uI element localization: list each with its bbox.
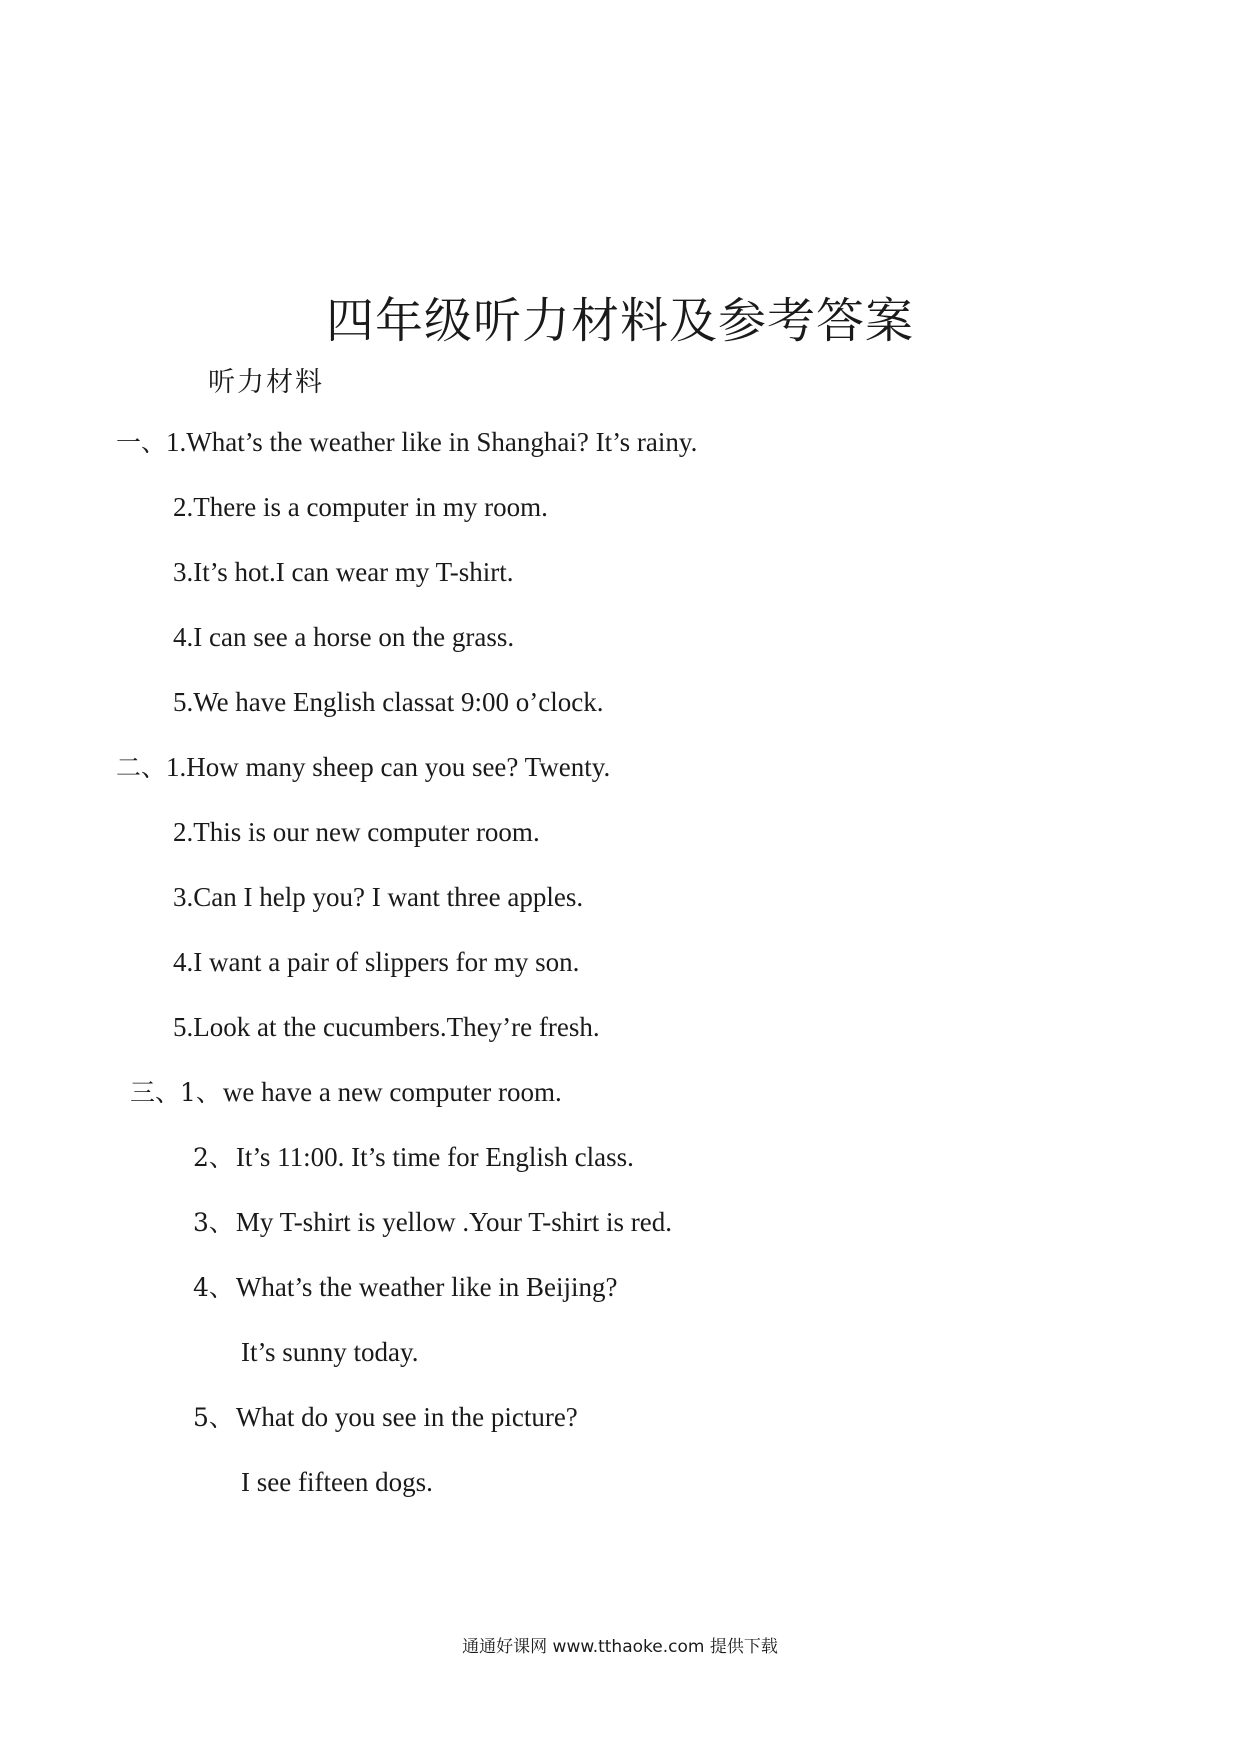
section-1-line-5: 5.We have English classat 9:00 o’clock.	[173, 687, 604, 717]
list-item-text: 1.How many sheep can you see? Twenty.	[166, 752, 611, 782]
section-2-line-3: 3.Can I help you? I want three apples.	[173, 882, 584, 912]
section-marker: 三、	[130, 1078, 181, 1107]
section-3-line-1	[130, 1074, 562, 1111]
section-heading: 听力材料	[208, 367, 324, 398]
section-1-line-4: 4.I can see a horse on the grass.	[173, 622, 515, 652]
section-marker: 二、	[116, 753, 167, 782]
section-3-line-5	[193, 1399, 578, 1436]
item-number: 3、	[193, 1208, 234, 1237]
document-title: 四年级听力材料及参考答案	[325, 293, 914, 349]
section-2-line-2: 2.This is our new computer room.	[173, 817, 540, 847]
list-item-text: My T-shirt is yellow .Your T-shirt is red.	[235, 1207, 672, 1237]
section-3-line-4	[193, 1269, 618, 1306]
section-2-line-1	[116, 749, 610, 786]
list-item-text: we have a new computer room.	[222, 1077, 562, 1107]
section-1-line-1	[116, 424, 697, 461]
item-number: 2、	[193, 1143, 234, 1172]
section-3-line-4-answer: It’s sunny today.	[241, 1337, 419, 1367]
list-item-text: 1.What’s the weather like in Shanghai? It’s rainy.	[166, 427, 698, 457]
section-2-line-5: 5.Look at the cucumbers.They’re fresh.	[173, 1012, 600, 1042]
section-1-line-3: 3.It’s hot.I can wear my T-shirt.	[173, 557, 514, 587]
item-number: 5、	[193, 1403, 234, 1432]
list-item-text: What’s the weather like in Beijing?	[235, 1272, 618, 1302]
section-3-line-2	[193, 1139, 634, 1176]
section-3-line-5-answer: I see fifteen dogs.	[241, 1467, 433, 1497]
item-number: 1、	[180, 1078, 221, 1107]
section-1-line-2: 2.There is a computer in my room.	[173, 492, 548, 522]
section-marker: 一、	[116, 428, 167, 457]
section-2-line-4: 4.I want a pair of slippers for my son.	[173, 947, 580, 977]
list-item-text: It’s 11:00. It’s time for English class.	[235, 1142, 634, 1172]
page-footer: 通通好课网 www.tthaoke.com 提供下载	[462, 1637, 778, 1657]
list-item-text: What do you see in the picture?	[235, 1402, 578, 1432]
item-number: 4、	[193, 1273, 234, 1302]
section-3-line-3	[193, 1204, 672, 1241]
